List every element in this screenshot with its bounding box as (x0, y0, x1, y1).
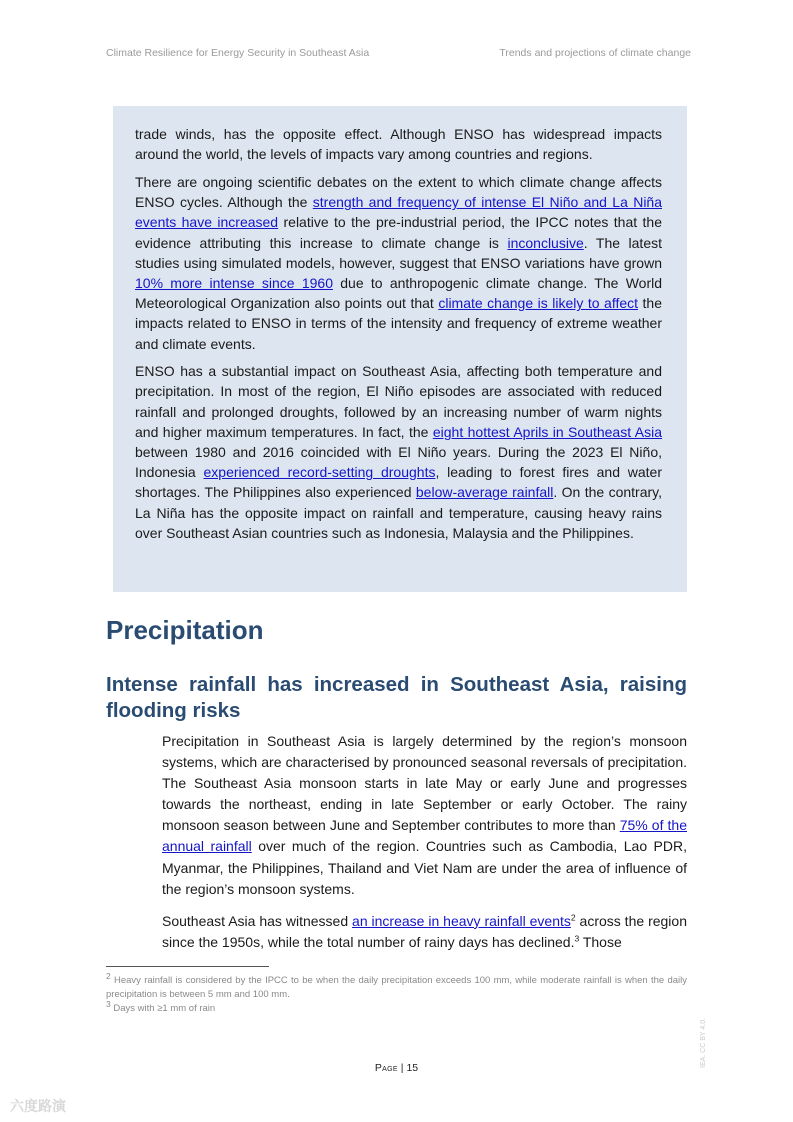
body-paragraph-1: Precipitation in Southeast Asia is largely determined by the region’s monsoon systems, which are characterised by pronounced seasonal reversals of precipitation. The Southeast Asia monsoon starts in late May or early June and progresses towards the northeast, ending in late September or early October. The rainy monsoon season between June and September contributes to more than 75% of the annual rainfall over much of the region. Countries such as Cambodia, Lao PDR, Myanmar, the Philippines, Thailand and Viet Nam are under the area of influence of the region’s monsoon systems. (162, 733, 688, 897)
section-heading-precipitation: Precipitation (106, 615, 264, 645)
link-75-percent-annual-rainfall[interactable]: 75% of the annual rainfall (162, 817, 688, 855)
page-number: Page | 15 (374, 1062, 419, 1074)
link-below-average-rainfall[interactable]: below-average rainfall (415, 484, 554, 501)
subsection-heading: Intense rainfall has increased in Southeast Asia, raising flooding risks (106, 673, 687, 722)
enso-callout-box (113, 106, 687, 592)
footnote-divider (106, 966, 269, 967)
footnote-ref-2[interactable]: 2 (570, 912, 576, 923)
box-paragraph-2: There are ongoing scientific debates on the extent to which climate change affects ENSO cycles. Although the strength and frequency of intense El Niño and La Niña events have increased relative to the pre-industrial period, the IPCC notes that the evidence attributing this increase to climate change is inconclusive. The latest studies using simulated models, however, suggest that ENSO variations have grown 10% more intense since 1960 due to anthropogenic climate change. The World Meteorological Organization also points out that climate change is likely to affect the impacts related to ENSO in terms of the intensity and frequency of extreme weather and climate events. (135, 173, 663, 352)
watermark-text: 六度路演 (10, 1098, 66, 1114)
running-header-title: Climate Resilience for Energy Security in Southeast Asia (106, 47, 370, 59)
footnote-3: $^3$ Days with ≥1 mm of rain (106, 998, 216, 1014)
link-increase-heavy-rainfall-events[interactable]: an increase in heavy rainfall events (352, 912, 571, 929)
link-inconclusive[interactable]: inconclusive (507, 234, 584, 251)
license-side-text: IEA. CC BY 4.0. (700, 1017, 707, 1068)
link-record-setting-droughts[interactable]: experienced record-setting droughts (203, 464, 436, 481)
body-paragraph-2: Southeast Asia has witnessed an increase in heavy rainfall events$^2$ across the region since the 1950s, while the total number of rainy days has declined.$^3$ Those (162, 912, 687, 950)
link-climate-change-likely-to-affect[interactable]: climate change is likely to affect (438, 295, 639, 312)
body-text (162, 731, 687, 964)
link-enso-strength-frequency[interactable]: strength and frequency of intense El Niño and La Niña events have increased (135, 194, 662, 231)
footnote-ref-3[interactable]: 3 (574, 933, 580, 944)
link-10-percent-more-intense[interactable]: 10% more intense since 1960 (135, 274, 333, 291)
link-eight-hottest-aprils[interactable]: eight hottest Aprils in Southeast Asia (432, 423, 662, 440)
box-paragraph-1: trade winds, has the opposite effect. Although ENSO has widespread impacts around the world, the levels of impacts vary among countries and regions. (135, 126, 662, 163)
box-paragraph-3: ENSO has a substantial impact on Southeast Asia, affecting both temperature and precipitation. In most of the region, El Niño episodes are associated with reduced rainfall and prolonged droughts, followed by an increasing number of warm nights and higher maximum temperatures. In fact, the eight hottest Aprils in Southeast Asia between 1980 and 2016 coincided with El Niño years. During the 2023 El Niño, Indonesia experienced record-setting droughts, leading to forest fires and water shortages. The Philippines also experienced below-average rainfall. On the contrary, La Niña has the opposite impact on rainfall and temperature, causing heavy rains over Southeast Asian countries such as Indonesia, Malaysia and the Philippines. (135, 363, 663, 541)
footnote-2: $^2$ Heavy rainfall is considered by the IPCC to be when the daily precipitation exceeds 100 mm, while moderate rainfall is when the daily precipitation is between 5 mm and 100 mm. (106, 970, 687, 1000)
running-header-section: Trends and projections of climate change (499, 47, 691, 59)
